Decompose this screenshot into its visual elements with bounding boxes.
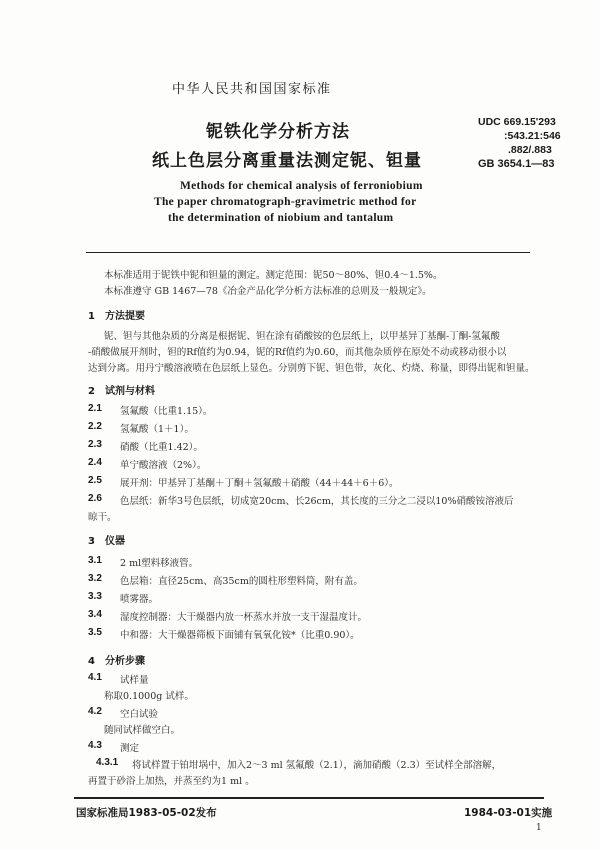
section-4-heading: 4 分析步骤 [88,656,145,667]
udc-line-2: :543.21:546 [504,130,561,142]
effective-date: 1984-03-01实施 [464,807,553,819]
item-2-3-text: 硝酸（比重1.42）。 [120,442,203,453]
item-2-5-text: 展开剂：甲基异丁基酮＋丁酮＋氢氟酸＋硝酸（44＋44＋6＋6）。 [120,478,399,489]
item-3-2-text: 色层箱：直径25cm、高35cm的圆柱形塑料筒，附有盖。 [120,576,363,587]
standard-category: 中华人民共和国国家标准 [172,82,332,97]
item-4-2-number: 4.2 [88,706,102,717]
issue-date: 国家标准局1983-05-02发布 [76,807,217,819]
item-2-4-text: 单宁酸溶液（2%）。 [120,460,207,471]
title-en-line-2: The paper chromatograph-gravimetric method for [154,196,417,208]
item-4-1-number: 4.1 [88,672,102,683]
item-3-1-number: 3.1 [88,555,102,566]
section-1-heading: 1 方法提要 [88,311,145,322]
item-2-4-number: 2.4 [88,457,102,468]
page-number: 1 [536,823,542,833]
item-2-1-text: 氢氟酸（比重1.15）。 [120,406,213,417]
item-2-6-continuation: 晾干。 [88,512,117,523]
item-2-6-number: 2.6 [88,493,102,504]
item-2-3-number: 2.3 [88,439,102,450]
item-2-2-number: 2.2 [88,421,102,432]
item-4-3-1-line-1: 将试样置于铂坩埚中，加入2～3 ml 氢氟酸（2.1），滴加硝酸（2.3）至试样全部溶解， [132,760,502,771]
item-2-1-number: 2.1 [88,403,102,414]
udc-line-3: .882/.883 [508,144,552,156]
intro-paragraph-2: 本标准遵守 GB 1467—78《冶金产品化学分析方法标准的总则及一般规定》。 [104,286,432,297]
item-3-4-number: 3.4 [88,609,102,620]
section-2-heading: 2 试剂与材料 [88,386,155,397]
item-4-3-number: 4.3 [88,740,102,751]
item-3-4-text: 湿度控制器：大干燥器内放一杯蒸水并放一支干湿温度计。 [120,612,368,623]
item-3-5-number: 3.5 [88,627,102,638]
header-divider [86,252,530,253]
item-4-3-title: 测定 [120,743,140,754]
item-3-1-text: 2 ml塑料移液管。 [120,558,199,569]
intro-paragraph-1: 本标准适用于铌铁中铌和钽量的测定。测定范围：铌50～80%、钽0.4～1.5%。 [104,270,443,281]
item-4-2-text: 随同试样做空白。 [104,725,181,736]
section-1-line-2: -硝酸做展开剂时，钽的Rf值约为0.94，铌的Rf值约为0.60，而其他杂质停在原处不动或移动很小以 [88,347,507,358]
section-1-line-1: 铌、钽与其他杂质的分离是根据铌、钽在涂有硝酸铵的色层纸上，以甲基异丁基酮-丁酮-氢氟酸 [104,331,500,342]
item-4-1-title: 试样量 [120,675,149,686]
item-3-5-text: 中和器：大干燥器筛板下面铺有氧氧化铵*（比重0.90）。 [120,630,360,641]
section-3-heading: 3 仪器 [88,536,125,547]
item-3-2-number: 3.2 [88,573,102,584]
item-4-1-text: 称取0.1000g 试样。 [104,691,194,702]
footer-divider [74,797,544,799]
item-2-2-text: 氢氟酸（1＋1）。 [120,424,194,435]
item-2-6-text: 色层纸：新华3号色层纸，切成宽20cm、长26cm，其长度的三分之二浸以10%硝酸铵溶液后 [120,496,514,507]
item-2-5-number: 2.5 [88,475,102,486]
title-zh-line-1: 铌铁化学分析方法 [206,122,350,142]
item-4-2-title: 空白试验 [120,709,159,720]
item-4-3-1-line-2: 再置于砂浴上加热，并蒸至约为1 ml 。 [88,776,255,787]
title-en-line-3: the determination of niobium and tantalum [168,212,394,224]
title-zh-line-2: 纸上色层分离重量法测定铌、钽量 [152,151,422,171]
item-4-3-1-number: 4.3.1 [96,757,119,768]
udc-line-1: UDC 669.15'293 [478,116,556,128]
title-en-line-1: Methods for chemical analysis of ferroniobium [180,180,423,192]
item-3-3-number: 3.3 [88,591,102,602]
section-1-line-3: 达到分离。用丹宁酸溶液喷在色层纸上显色。分别剪下铌、钽色带，灰化、灼烧、称量，即得出铌和钽量。 [88,363,535,374]
item-3-3-text: 喷雾器。 [120,594,159,605]
gb-code: GB 3654.1—83 [478,158,555,170]
